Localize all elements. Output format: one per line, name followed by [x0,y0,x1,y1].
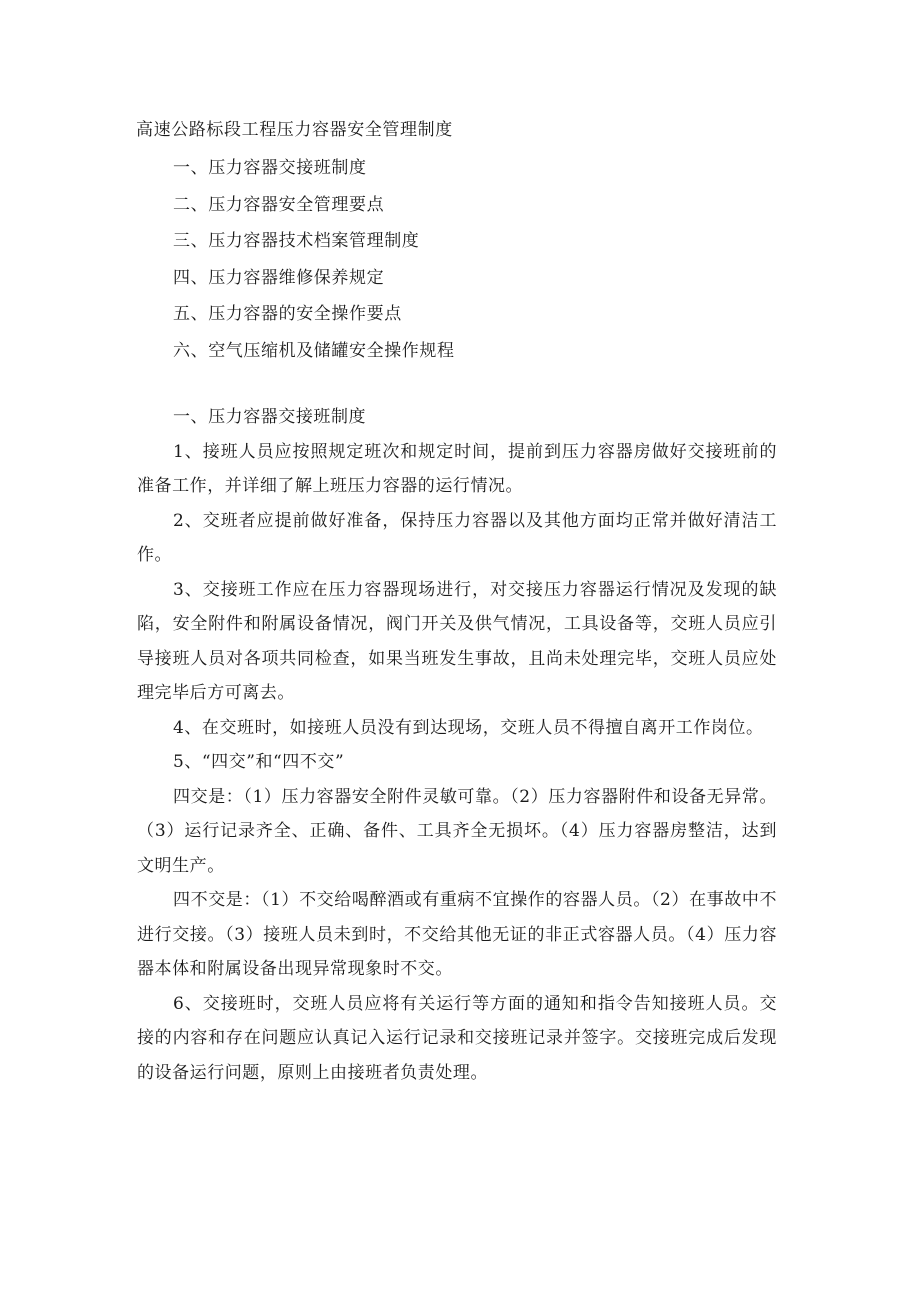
toc-item: 一、压力容器交接班制度 [173,158,367,178]
section-heading: 一、压力容器交接班制度 [173,407,367,427]
document-body [137,400,777,1090]
paragraph: 2、交班者应提前做好准备，保持压力容器以及其他方面均正常并做好清洁工作。 [137,510,777,565]
paragraph: 3、交接班工作应在压力容器现场进行，对交接压力容器运行情况及发现的缺陷，安全附件和附属设备情况，阀门开关及供气情况，工具设备等，交班人员应引导接班人员对各项共同检查，如果当班发生事故，且尚未处理完毕，交班人员应处理完毕后方可离去。 [137,579,777,703]
toc-item: 三、压力容器技术档案管理制度 [173,231,420,252]
toc-item: 六、空气压缩机及储罐安全操作规程 [173,340,455,361]
toc-item: 四、压力容器维修保养规定 [173,267,385,288]
paragraph: 4、在交班时，如接班人员没有到达现场，交班人员不得擅自离开工作岗位。 [173,717,764,738]
paragraph: 四交是：（1）压力容器安全附件灵敏可靠。（2）压力容器附件和设备无异常。（3）运行记录齐全、正确、备件、工具齐全无损坏。（4）压力容器房整洁，达到文明生产。 [137,786,777,876]
paragraph: 6、交接班时，交班人员应将有关运行等方面的通知和指令告知接班人员。交接的内容和存在问题应认真记入运行记录和交接班记录并签字。交接班完成后发现的设备运行问题，原则上由接班者负责处理。 [137,993,777,1083]
toc-item: 五、压力容器的安全操作要点 [173,304,402,325]
toc-item: 二、压力容器安全管理要点 [173,194,385,215]
table-of-contents [173,150,455,370]
paragraph: 四不交是：（1）不交给喝醉酒或有重病不宜操作的容器人员。（2）在事故中不进行交接。（3）接班人员未到时，不交给其他无证的非正式容器人员。（4）压力容器本体和附属设备出现异常现象时不交。 [137,890,777,979]
document-title: 高速公路标段工程压力容器安全管理制度 [136,120,453,140]
paragraph: 1、接班人员应按照规定班次和规定时间，提前到压力容器房做好交接班前的准备工作，并详细了解上班压力容器的运行情况。 [137,441,777,496]
paragraph: 5、“四交”和“四不交” [173,752,345,772]
